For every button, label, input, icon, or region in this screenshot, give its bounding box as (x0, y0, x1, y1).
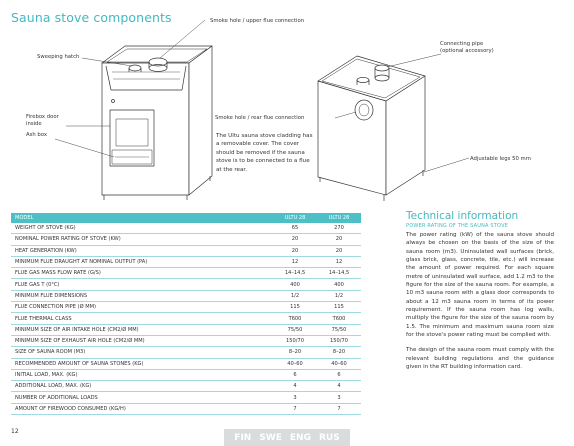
spec-value-col1: 65 (273, 223, 317, 234)
label-connecting-pipe: Connecting pipe (440, 41, 484, 47)
language-eng[interactable]: ENG (289, 432, 311, 443)
spec-name: AMOUNT OF FIREWOOD CONSUMED (KG/H) (11, 403, 273, 414)
spec-value-col2: 6 (317, 369, 361, 380)
spec-value-col1: 20 (273, 234, 317, 245)
header-col1: ULTU 28 (273, 213, 317, 223)
label-smoke-hole-rear: Smoke hole / rear flue connection (215, 115, 305, 121)
spec-name: WEIGHT OF STOVE (KG) (11, 223, 273, 234)
spec-name: MINIMUM SIZE OF EXHAUST AIR HOLE (CM2/Ø MM) (11, 335, 273, 346)
spec-name: MINIMUM FLUE DRAUGHT AT NOMINAL OUTPUT (PA) (11, 256, 273, 267)
header-col2: ULTU 28 (317, 213, 361, 223)
table-row (11, 403, 361, 414)
spec-name: FLUE THERMAL CLASS (11, 313, 273, 324)
spec-name: NUMBER OF ADDITIONAL LOADS (11, 392, 273, 403)
spec-name: MINIMUM FLUE DIMENSIONS (11, 290, 273, 301)
table-row (11, 245, 361, 256)
spec-value-col2: 270 (317, 223, 361, 234)
spec-value-col2: 20 (317, 245, 361, 256)
front-stove-drawing (102, 46, 212, 200)
technical-title: Technical information (406, 210, 519, 222)
spec-value-col2: 14–14,5 (317, 268, 361, 279)
spec-table-header (11, 213, 361, 223)
cladding-note-line: at the rear. (216, 166, 247, 173)
spec-value-col1: T600 (273, 313, 317, 324)
spec-value-col1: 20 (273, 245, 317, 256)
page-number: 12 (11, 428, 19, 435)
spec-name: RECOMMENDED AMOUNT OF SAUNA STONES (KG) (11, 358, 273, 369)
table-row (11, 223, 361, 234)
table-row (11, 256, 361, 267)
spec-value-col1: 8–20 (273, 347, 317, 358)
table-row (11, 324, 361, 335)
spec-value-col2: 8–20 (317, 347, 361, 358)
spec-value-col2: T600 (317, 313, 361, 324)
spec-value-col1: 115 (273, 302, 317, 313)
spec-value-col2: 150/70 (317, 335, 361, 346)
spec-value-col1: 40–60 (273, 358, 317, 369)
language-bar (224, 429, 350, 446)
spec-value-col2: 115 (317, 302, 361, 313)
spec-value-col2: 1/2 (317, 290, 361, 301)
label-smoke-hole-upper: Smoke hole / upper flue connection (210, 18, 305, 24)
spec-value-col1: 3 (273, 392, 317, 403)
cladding-note (216, 132, 313, 174)
table-row (11, 268, 361, 279)
spec-value-col2: 20 (317, 234, 361, 245)
table-row (11, 290, 361, 301)
spec-name: HEAT GENERATION (KW) (11, 245, 273, 256)
label-connecting-pipe-optional: (optional accessory) (440, 48, 494, 54)
label-ash-box: Ash box (26, 132, 47, 138)
spec-name: ADDITIONAL LOAD, MAX. (KG) (11, 381, 273, 392)
spec-value-col2: 75/50 (317, 324, 361, 335)
table-row (11, 335, 361, 346)
spec-table (11, 213, 361, 415)
spec-name: FLUE GAS MASS FLOW RATE (G/S) (11, 268, 273, 279)
spec-value-col2: 12 (317, 256, 361, 267)
spec-value-col1: 1/2 (273, 290, 317, 301)
stove-illustrations (0, 0, 574, 215)
spec-value-col1: 7 (273, 403, 317, 414)
table-row (11, 381, 361, 392)
spec-value-col1: 14–14,5 (273, 268, 317, 279)
spec-value-col1: 75/50 (273, 324, 317, 335)
technical-subtitle: POWER RATING OF THE SAUNA STOVE (406, 223, 509, 229)
spec-name: NOMINAL POWER RATING OF STOVE (KW) (11, 234, 273, 245)
spec-table-body (11, 223, 361, 415)
cladding-note-line: a removable cover. The cover (216, 141, 300, 148)
label-sweeping-hatch: Sweeping hatch (37, 54, 80, 60)
table-row (11, 358, 361, 369)
spec-value-col2: 4 (317, 381, 361, 392)
language-fin[interactable]: FIN (234, 432, 252, 443)
technical-paragraph: The design of the sauna room must comply with the relevant building regulations and the guidance given in the RT building information card. (406, 347, 554, 371)
spec-value-col1: 12 (273, 256, 317, 267)
table-row (11, 392, 361, 403)
label-adjustable-legs: Adjustable legs 50 mm (470, 156, 531, 162)
language-swe[interactable]: SWE (259, 432, 282, 443)
spec-value-col2: 40–60 (317, 358, 361, 369)
table-row (11, 302, 361, 313)
cladding-note-line: stove is to be connected to a flue (216, 158, 310, 165)
spec-value-col1: 400 (273, 279, 317, 290)
spec-value-col2: 3 (317, 392, 361, 403)
spec-name: FLUE CONNECTION PIPE (Ø MM) (11, 302, 273, 313)
cladding-note-line: The Ultu sauna stove cladding has (216, 133, 313, 139)
table-row (11, 279, 361, 290)
spec-name: INITIAL LOAD, MAX. (KG) (11, 369, 273, 380)
spec-name: SIZE OF SAUNA ROOM (M3) (11, 347, 273, 358)
cladding-note-line: should be removed if the sauna (216, 149, 305, 156)
label-firebox-door: Firebox door (26, 114, 59, 120)
spec-value-col1: 150/70 (273, 335, 317, 346)
spec-value-col1: 4 (273, 381, 317, 392)
rear-stove-drawing (318, 56, 425, 201)
technical-paragraph: The power rating (kW) of the sauna stove should always be chosen on the basis of the size of the sauna room (m3). Uninsulated wall surfaces (brick, glass brick, glass, concrete, tile, etc.) will increase the amount of power required. For each square metre of uninsulated wall surface, add 1.2 m3 to the figure for the size of the sauna room. For example, a 10 m3 sauna room with a glass door corresponds to about a 12 m3 sauna room in terms of its power requirement. If the sauna room has log walls, multiply the figure for the size of the sauna room by 1.5. The minimum and maximum sauna room size for the stove's power rating must be complied with. (406, 232, 554, 339)
page-title: Sauna stove components (11, 10, 172, 25)
spec-name: FLUE GAS T (0°C) (11, 279, 273, 290)
spec-value-col1: 6 (273, 369, 317, 380)
language-rus[interactable]: RUS (318, 432, 340, 443)
technical-body (406, 231, 554, 379)
label-firebox-door-inside: inside (26, 121, 42, 127)
table-row (11, 234, 361, 245)
table-row (11, 313, 361, 324)
header-model: MODEL (11, 213, 273, 223)
table-row (11, 369, 361, 380)
spec-value-col2: 400 (317, 279, 361, 290)
spec-value-col2: 7 (317, 403, 361, 414)
table-row (11, 347, 361, 358)
spec-name: MINIMUM SIZE OF AIR INTAKE HOLE (CM2/Ø MM) (11, 324, 273, 335)
